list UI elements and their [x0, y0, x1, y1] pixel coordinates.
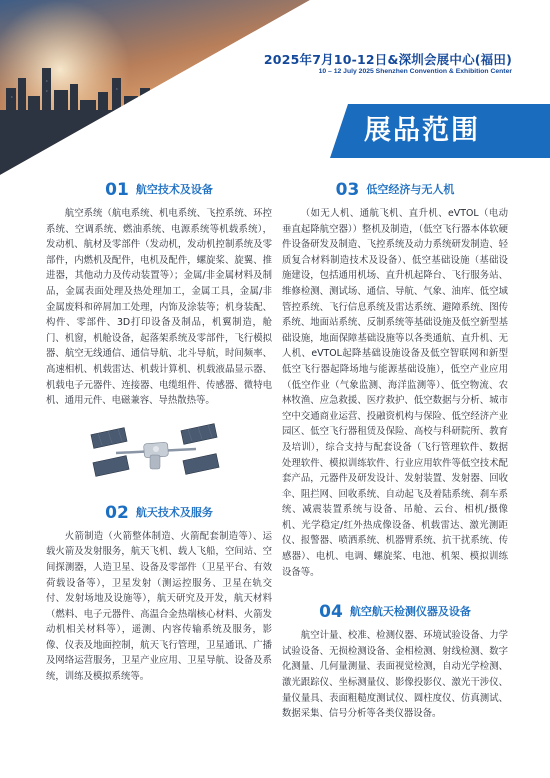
event-date-location-en: 10 – 12 July 2025 Shenzhen Convention & Exhibition Center: [318, 68, 512, 75]
category-description: 航空计量、校准、检测仪器、环境试验设备、力学试验设备、无损检测设备、金相检测、射线检测、数字化测量、几何量测量、表面视觉检测，自动光学检测、激光跟踪仪、坐标测量仪、影像投影仪、激光干涉仪、量仪量具、表面粗糙度测试仪、圆柱度仪、仿真测试、数据采集、信号分析等各类仪器设备。: [282, 630, 508, 720]
header-banner: [0, 0, 550, 180]
left-column: [46, 180, 272, 685]
right-column: [282, 180, 508, 722]
event-date-location: 2025年7月10-12日&深圳会展中心(福田): [263, 52, 512, 67]
category-heading: [282, 180, 508, 200]
category-number: 04: [319, 602, 343, 623]
category-heading: [46, 180, 272, 200]
category-02: [46, 503, 272, 685]
category-description: 航空系统（航电系统、机电系统、飞控系统、环控系统、空调系统、燃油系统、电源系统等机载系统），发动机、航材及零部件（发动机，发动机控制系统及零部件，内燃机及配件，电机及配件，螺旋桨、旋翼、推进器，其他动力及传动装置等）；金属/非金属材料及制品，金属表面处理及热处理加工，金属工具，金属/非金属废料和碎屑加工处理，内饰及涂装等；机身装配、构件、零部件、3D打印设备及制品，机翼制造，舱门、机窗，机舱设备，起落架系统及零部件，飞行模拟器、航空无线通信、通信导航、北斗导航，时间频率、高速相机、机载雷达、机载计算机、机载液晶显示器、机载电子元器件、连接器、电缆组件、传感器、微特电机、通用元件、电磁兼容、导热散热等。: [46, 208, 272, 407]
category-title: 航空航天检测仪器及设备: [349, 605, 471, 619]
category-01: [46, 180, 272, 409]
category-title: 航空技术及设备: [135, 183, 213, 196]
space-station-image: [86, 419, 226, 489]
section-title: 展品范围: [364, 115, 480, 146]
category-title: 航天技术及服务: [135, 505, 213, 519]
category-heading: [46, 503, 272, 523]
category-number: 02: [105, 502, 129, 523]
category-number: 01: [105, 180, 129, 200]
category-heading: [282, 602, 508, 622]
category-03: [282, 180, 508, 580]
category-title: 低空经济与无人机: [366, 183, 455, 196]
category-description: 火箭制造（火箭整体制造、火箭配套制造等）、运载火箭及发射服务，航天飞机、载人飞船，空间站、空间探测器，人造卫星、设备及零部件（卫星平台、有效荷载设备等），卫星发射（测运控服务、卫星在轨交付、发射场地及设施等），航天研究及开发，航天材料（燃料、电子元器件、高温合金热端核心材料、火箭发动机相关材料等），遥测、内容传输系统及服务，影像、仪表及地面控制，航天飞行管理，卫星通讯、广播及网络运营服务，卫星产业应用、卫星导航、设备及系统，训练及模拟系统等。: [46, 530, 272, 683]
category-04: [282, 602, 508, 722]
category-description: （如无人机、通航飞机、直升机、eVTOL（电动垂直起降航空器））整机及制造，（低空飞行器本体软硬件设备研发及制造、飞控系统及动力系统研发制造、轻质复合材料制造技术及设备）、低空基础设施（基础设施建设，包括通用机场、直升机起降台、飞行服务站、维修检测、测试场、通信、导航、气象、油库、低空域管控系统、飞行信息系统及雷达系统、避障系统、图传系统、地面站系统、反制系统等基础设施及低空新型基础设施，地面保障基础设施等以各类通航、直升机、无人机、eVTOL起降基础设施设备及低空智联网和新型低空飞行器起降场地与能源基础设施），低空产业应用（低空作业（气象监测、海洋监测等）、低空物流、农林牧渔、应急救援、医疗救护、低空数据与分析、城市空中交通商业运营、投融资机构与保险、低空经济产业园区、低空飞行器租赁及保险、高校与科研院所、教育及培训），综合支持与配套设备（飞行管理软件、数据处理软件、模拟训练软件、行业应用软件等低空技术配套产品，元器件及研发设计、发射装置、发射器、回收伞、阻拦网、回收系统、自动起飞及着陆系统、刹车系统、减震装置系统与设备、吊舱、云台、相机/摄像机、光学稳定/红外热成像设备、机载雷达、激光测距仪、报警器、喷洒系统、机器臂系统、抗干扰系统、传感器）、电机、电调、螺旋桨、电池、机架、模拟训练设备等。: [282, 208, 508, 578]
category-number: 03: [335, 180, 360, 200]
